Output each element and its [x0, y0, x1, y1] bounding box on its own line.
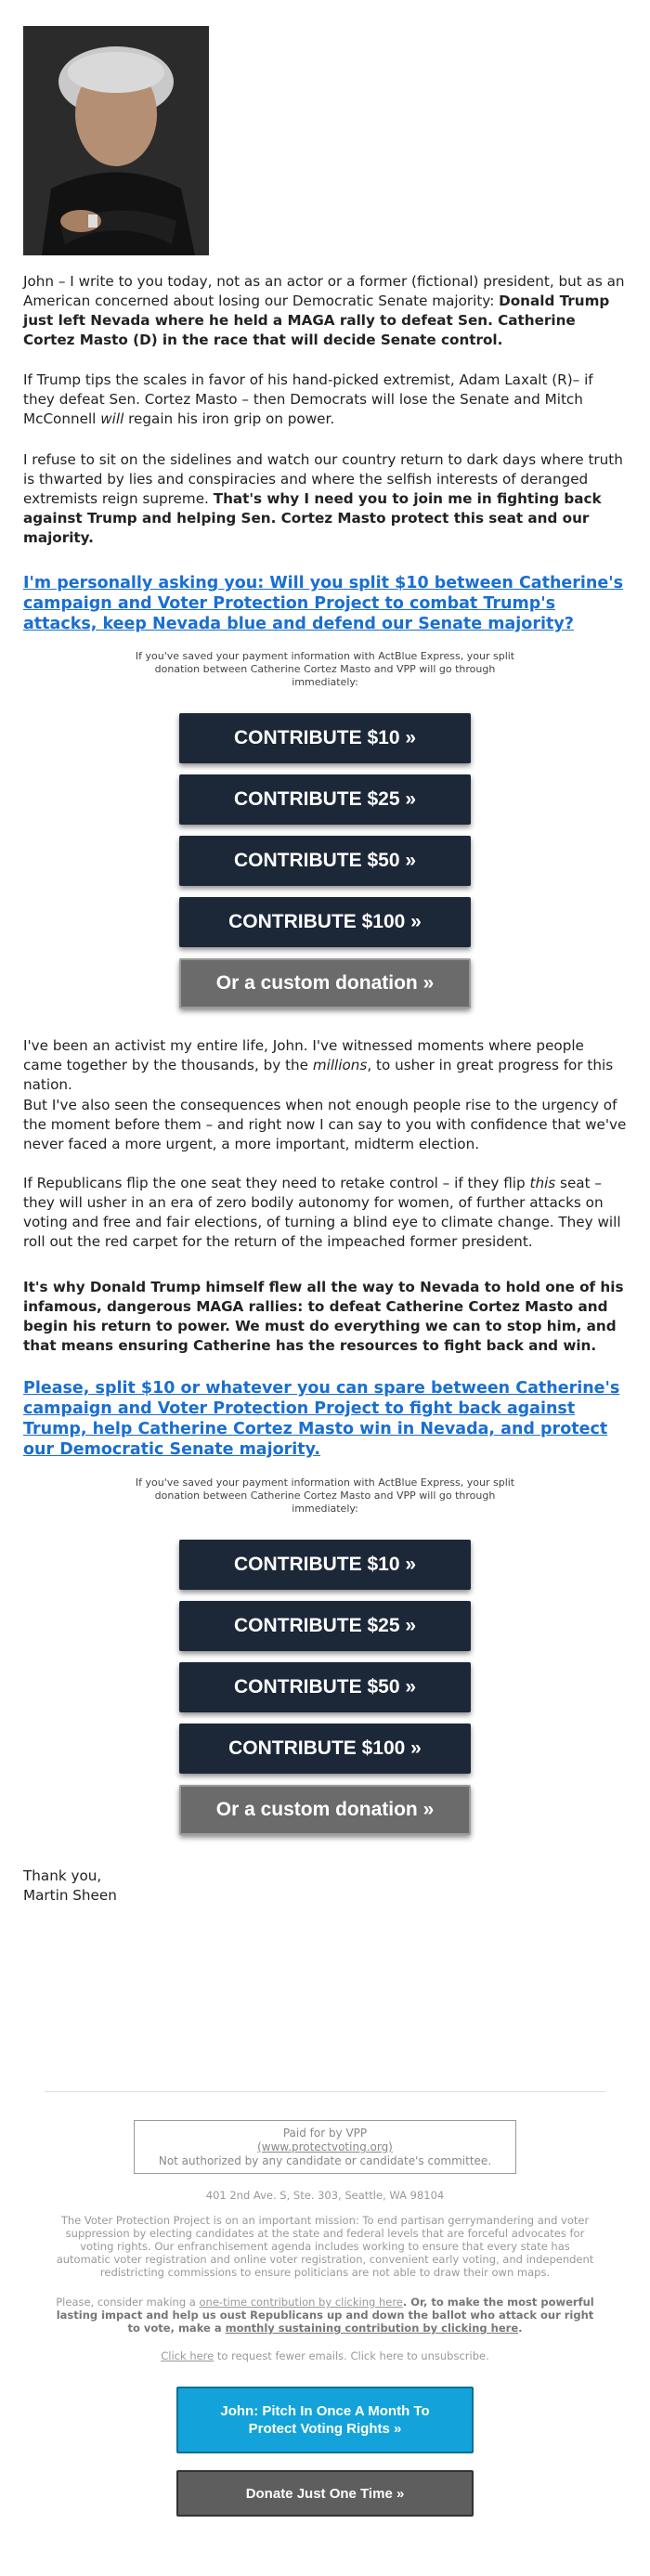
- actblue-note-2: If you've saved your payment information with ActBlue Express, your split donation between Catherine Cortez Masto and VPP will go through immediately:: [135, 1477, 515, 1515]
- contribute-50-button[interactable]: CONTRIBUTE $50 »: [179, 836, 471, 886]
- contribute-100-button[interactable]: CONTRIBUTE $100 »: [179, 897, 471, 947]
- contribute-50-button[interactable]: CONTRIBUTE $50 »: [179, 1662, 471, 1712]
- para6-em: this: [529, 1175, 556, 1191]
- paragraph-2: [23, 371, 627, 429]
- paragraph-4: [23, 1036, 627, 1095]
- monthly-donation-button[interactable]: John: Pitch In Once A Month To Protect Voting Rights »: [176, 2387, 474, 2453]
- portrait-image: [23, 26, 209, 255]
- intro-paragraph: [23, 272, 627, 350]
- contribute-10-button[interactable]: CONTRIBUTE $10 »: [179, 1540, 471, 1590]
- not-authorized: Not authorized by any candidate or candidate's committee.: [158, 2154, 492, 2167]
- para3-bold: That's why I need you to join me in fighting back against Trump and helping Sen. Cortez Masto protect this seat and our majority.: [23, 490, 602, 546]
- contribute-10-button[interactable]: CONTRIBUTE $10 »: [179, 713, 471, 763]
- portrait-photo: [23, 26, 209, 255]
- consider-pre: Please, consider making a: [56, 2296, 200, 2309]
- para6-tail: seat – they will usher in an era of zero bodily autonomy for women, of further attacks on voting and free and fair elections, of turning a blind eye to climate change. They will roll out the red carpet for the return of the impeached former president.: [23, 1175, 621, 1250]
- contribute-100-button[interactable]: CONTRIBUTE $100 »: [179, 1724, 471, 1774]
- footer-fewer-emails: [54, 2349, 596, 2362]
- para4-text: I've been an activist my entire life, John. I've witnessed moments where people came together by the thousands, by the: [23, 1037, 584, 1073]
- custom-donation-button[interactable]: Or a custom donation »: [179, 1785, 471, 1835]
- paid-by: Paid for by VPP: [282, 2127, 368, 2140]
- fewer-emails-text: to request fewer emails. Click here to unsubscribe.: [214, 2349, 489, 2362]
- footer-address: 401 2nd Ave. S, Ste. 303, Seattle, WA 98104: [205, 2189, 445, 2202]
- ask-link-2[interactable]: Please, split $10 or whatever you can spare between Catherine's campaign and Voter Protection Project to fight back against Trump, help Catherine Cortez Masto win in Nevada, and protect our Democratic Senate majority.: [23, 1379, 620, 1459]
- paragraph-5: But I've also seen the consequences when not enough people rise to the urgency of the moment before them – and right now I can say to you with confidence that we've never faced a more urgent, a more important, midterm election.: [23, 1097, 627, 1152]
- signoff-name: Martin Sheen: [23, 1887, 117, 1904]
- signoff-thank-you: Thank you,: [23, 1867, 102, 1884]
- para4-em: millions: [312, 1057, 368, 1073]
- actblue-note-1: If you've saved your payment information with ActBlue Express, your split donation between Catherine Cortez Masto and VPP will go through immediately:: [135, 650, 515, 688]
- footer-consider: [54, 2296, 596, 2335]
- paragraph-3: [23, 450, 627, 548]
- ask-link-1[interactable]: I'm personally asking you: Will you split $10 between Catherine's campaign and Voter Protection Project to combat Trump's attacks, keep Nevada blue and defend our Senate majority?: [23, 574, 624, 633]
- paragraph-7: It's why Donald Trump himself flew all the way to Nevada to hold one of his infamous, dangerous MAGA rallies: to defeat Catherine Cortez Masto and begin his return to power. We must do everything we can to stop him, and that means ensuring Catherine has the resources to fight back and win.: [23, 1279, 624, 1354]
- intro-lead: John – I write to you today, not as an actor or a former (fictional) president, but as an American concerned about losing our Democratic Senate majority:: [23, 273, 625, 309]
- footer-mission: The Voter Protection Project is on an important mission: To end partisan gerrymandering and voter suppression by electing candidates at the state and federal levels that are forceful advocates for voting rights. Our enfranchisement agenda includes working to ensure that every state has automatic voter registration and online voter registration, convenient early voting, and independent redistricting commissions to ensure politicians are not able to draw their own maps.: [56, 2214, 594, 2279]
- paragraph-6: [23, 1174, 627, 1252]
- custom-donation-button[interactable]: Or a custom donation »: [179, 958, 471, 1008]
- para4-tail: , to usher in great progress for this nation.: [23, 1057, 614, 1093]
- paid-for-box: [134, 2120, 516, 2174]
- footer-divider: [45, 2091, 605, 2092]
- vpp-url-link[interactable]: (www.protectvoting.org): [257, 2140, 393, 2153]
- para2-em: will: [100, 410, 124, 427]
- contribute-25-button[interactable]: CONTRIBUTE $25 »: [179, 774, 471, 825]
- monthly-link[interactable]: monthly sustaining contribution by clicking here: [225, 2322, 519, 2335]
- consider-period: .: [518, 2322, 523, 2335]
- para2-text: If Trump tips the scales in favor of his hand-picked extremist, Adam Laxalt (R)– if they defeat Sen. Cortez Masto – then Democrats will lose the Senate and Mitch McConnell: [23, 371, 593, 427]
- fewer-emails-link[interactable]: Click here: [161, 2349, 214, 2362]
- para3-text: I refuse to sit on the sidelines and watch our country return to dark days where truth is thwarted by lies and conspiracies and where the selfish interests of deranged extremists reign supreme.: [23, 451, 623, 507]
- one-time-donation-button[interactable]: Donate Just One Time »: [176, 2470, 474, 2517]
- consider-bold: . Or, to make the most powerful lasting impact and help us oust Republicans up and down the ballot who attack our right to vote, make a: [56, 2296, 594, 2335]
- contribute-25-button[interactable]: CONTRIBUTE $25 »: [179, 1601, 471, 1651]
- para6-text: If Republicans flip the one seat they need to retake control – if they flip: [23, 1175, 530, 1191]
- intro-bold: Donald Trump just left Nevada where he held a MAGA rally to defeat Sen. Catherine Cortez Masto (D) in the race that will decide Senate control.: [23, 293, 610, 348]
- one-time-link[interactable]: one-time contribution by clicking here: [199, 2296, 403, 2309]
- para2-tail: regain his iron grip on power.: [124, 410, 335, 427]
